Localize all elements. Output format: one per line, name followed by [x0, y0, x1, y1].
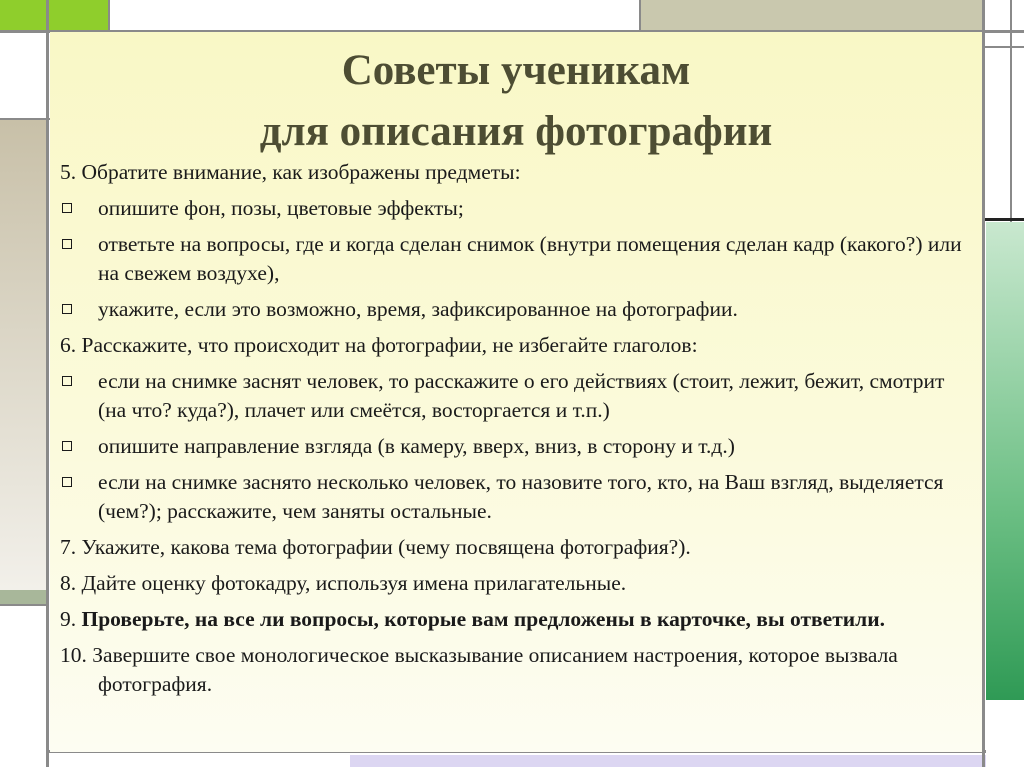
mint-block — [986, 222, 1024, 700]
list-item: 5. Обратите внимание, как изображены предметы: — [60, 160, 521, 184]
list-item-text: опишите фон, позы, цветовые эффекты; — [98, 196, 464, 220]
grid-line-left — [46, 0, 49, 767]
grid-line-right-outer — [1010, 0, 1012, 222]
tan-block — [0, 120, 46, 590]
list-item: 8. Дайте оценку фотокадру, используя имена прилагательные. — [60, 571, 627, 595]
list-item — [60, 295, 965, 324]
grid-line-right-mid — [985, 218, 1024, 221]
grid-line-right — [982, 0, 985, 767]
list-item-text: ответьте на вопросы, где и когда сделан снимок (внутри помещения сделан кадр (какого?) или на свежем воздухе), — [98, 232, 962, 285]
square-bullet-icon — [62, 376, 72, 386]
title-line-2: для описания фотографии — [259, 108, 773, 155]
list-item — [60, 432, 965, 461]
square-bullet-icon — [62, 239, 72, 249]
green-accent-bar — [0, 0, 108, 30]
list-item-number: 9. — [60, 607, 77, 631]
title-line-1: Советы ученикам — [341, 47, 691, 94]
grid-line-left-bottom — [0, 604, 46, 606]
list-item-text: если на снимке заснят человек, то расскажите о его действиях (стоит, лежит, бежит, смотрит (на что? куда?), плачет или смеётся, восторгается и т.п.) — [98, 369, 945, 422]
list-item-text-bold: Проверьте, на все ли вопросы, которые вам предложены в карточке, вы ответили. — [81, 607, 885, 631]
list-item-text: опишите направление взгляда (в камеру, вверх, вниз, в сторону и т.д.) — [98, 434, 735, 458]
tips-list — [60, 158, 965, 706]
list-item: 7. Укажите, какова тема фотографии (чему посвящена фотография?). — [60, 535, 691, 559]
lavender-block — [350, 755, 986, 767]
list-item — [60, 194, 965, 223]
list-item: 10. Завершите свое монологическое высказывание описанием настроения, которое вызвала фотография. — [60, 643, 898, 696]
square-bullet-icon — [62, 477, 72, 487]
slide-title — [50, 40, 982, 162]
list-item — [60, 468, 965, 526]
square-bullet-icon — [62, 203, 72, 213]
list-item-text: укажите, если это возможно, время, зафиксированное на фотографии. — [98, 297, 738, 321]
olive-block — [641, 0, 983, 30]
list-item: 6. Расскажите, что происходит на фотографии, не избегайте глаголов: — [60, 333, 698, 357]
list-item-text: если на снимке заснято несколько человек, то назовите того, кто, на Ваш взгляд, выделяется (чем?); расскажите, чем заняты остальные. — [98, 470, 944, 523]
list-item — [60, 230, 965, 288]
list-item — [60, 367, 965, 425]
square-bullet-icon — [62, 441, 72, 451]
list-item — [60, 605, 965, 634]
gray-green-strip — [0, 590, 46, 604]
square-bullet-icon — [62, 304, 72, 314]
